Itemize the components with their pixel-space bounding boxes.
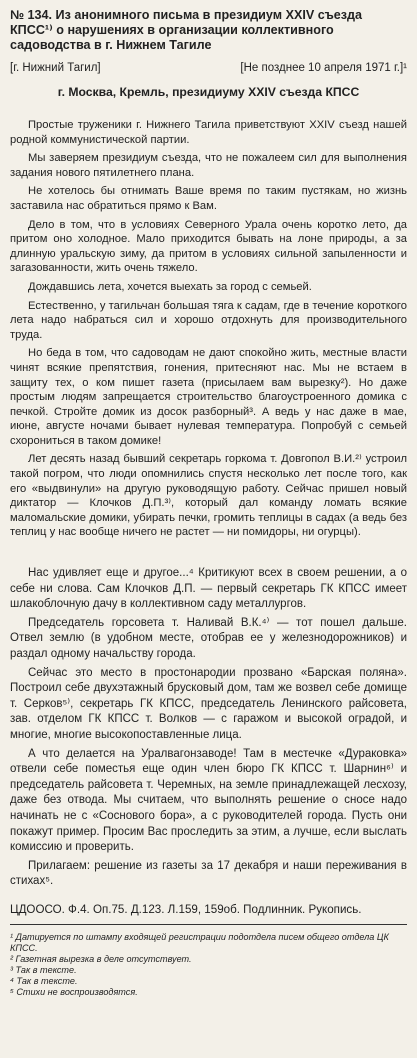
body-paragraph: Председатель горсовета т. Наливай В.К.⁴⁾ — тот пошел дальше. Отвел землю (в удобном месте, отобрав ее у железнодорожников) и раздал одному начальству города. xyxy=(10,616,407,660)
body-paragraph: Прилагаем: решение из газеты за 17 декабря и наши переживания в стихах⁵. xyxy=(10,859,407,888)
letter-paragraph: Не хотелось бы отнимать Ваше время по таким пустякам, но жизнь заставила нас обратиться прямо к Вам. xyxy=(10,185,407,212)
footnote: ¹ Датируется по штампу входящей регистрации подотдела писем общего отдела ЦК КПСС. xyxy=(10,931,389,953)
letter-paragraph: Дело в том, что в условиях Северного Урала очень коротко лето, да притом оно холодное. Мало приходится бывать на лоне природы, а за длинную уральскую зиму, да притом в условиях сильной запыленности и загазованности, жить очень тяжело. xyxy=(10,218,407,275)
letter-paragraph: Мы заверяем президиум съезда, что не пожалеем сил для выполнения задания нового пятилетнего плана. xyxy=(10,152,407,179)
letter-paragraph: Простые труженики г. Нижнего Тагила приветствуют XXIV съезд нашей родной коммунистической партии. xyxy=(10,119,407,146)
body-paragraph: А что делается на Уралвагонзаводе! Там в местечке «Дураковка» отвели себе поместья еще один член бюро ГК КПСС т. Шарнин⁶⁾ и председатель райсовета т. Черемных, на земле принадлежащей лесхозу, даже без отвода. Мы считаем, что выполнять решение о сносе надо начинать не с «Соснового бора», а с руководителей города. Пусть они покажут пример. Просим Вас проследить за этим, а лучше, если выслать комиссию и проверить. xyxy=(10,747,407,854)
letter-paragraph: Лет десять назад бывший секретарь горкома т. Довгопол В.И.²⁾ устроил такой погром, что люди опомнились спустя несколько лет после того, как его «выдвинули» на другую руководящую работу. Сейчас пришел новый диктатор — Клочков Д.П.³⁾, который дал команду ломать всякие маломальские домики, убирать печки, громить теплицы в садах (а ведь без теплиц у нас вообще ничего не растет — ни помидоры, ни огурцы). xyxy=(10,453,407,539)
letter-addressee: г. Москва, Кремль, президиуму XXIV съезда КПСС xyxy=(57,85,360,99)
letter-text xyxy=(10,118,407,540)
archive-reference: ЦДООСО. Ф.4. Оп.75. Д.123. Л.159, 159об. Подлинник. Рукопись. xyxy=(10,902,407,925)
body-paragraph: Нас удивляет еще и другое...⁴ Критикуют всех в своем решении, а о себе ни слова. Сам Клочков Д.П. — первый секретарь ГК КПСС имеет шлакоблочную дачу в коллективном саду металлургов. xyxy=(10,567,407,611)
letter-paragraph: Дождавшись лета, хочется выехать за город с семьей. xyxy=(28,280,312,293)
letter-paragraph: Но беда в том, что садоводам не дают спокойно жить, местные власти чинят всякие препятствия, гонения, притесняют нас. Мы не встаем в защиту тех, о ком пишет газета (присылаем вам вырезку²). Но даже простым людям запрещается строительство благоустроенного домика с печкой. Стройте домик из досок разборный³. А ведь у нас даже в мае, июне, августе ночами бывает нулевая температура. Попробуй с семьей схорониться в таком домике! xyxy=(10,347,407,447)
body-paragraph: Сейчас это место в простонародии прозвано «Барская поляна». Построил себе двухэтажный брусковый дом, там же возвел себе домище т. Серков⁵⁾, секретарь ГК КПСС, председатель Ленинского райсовета, зав. отделом ГК КПСС т. Волков — с гаражом и высокой оградой, и многие, многие высокопоставленные лица. xyxy=(10,666,407,741)
letter-paragraph: Естественно, у тагильчан большая тяга к садам, где в течение короткого лета надо набраться сил и хорошо отдохнуть для производительного труда. xyxy=(10,299,407,341)
footnote: ⁵ Стихи не воспроизводятся. xyxy=(10,986,138,997)
footnote: ⁴ Так в тексте. xyxy=(10,975,78,986)
document-place: [г. Нижний Тагил] xyxy=(10,62,101,74)
document-date: [Не позднее 10 апреля 1971 г.]¹ xyxy=(240,62,407,74)
document-title: № 134. Из анонимного письма в президиум XXIV съезда КПСС¹⁾ о нарушениях в организации коллективного садоводства в г. Нижнем Тагиле xyxy=(10,8,363,52)
place-date-line xyxy=(10,61,407,75)
document-body xyxy=(10,566,407,890)
footnote: ² Газетная вырезка в деле отсутствует. xyxy=(10,953,192,964)
footnote: ³ Так в тексте. xyxy=(10,964,77,975)
footnotes xyxy=(10,932,407,998)
